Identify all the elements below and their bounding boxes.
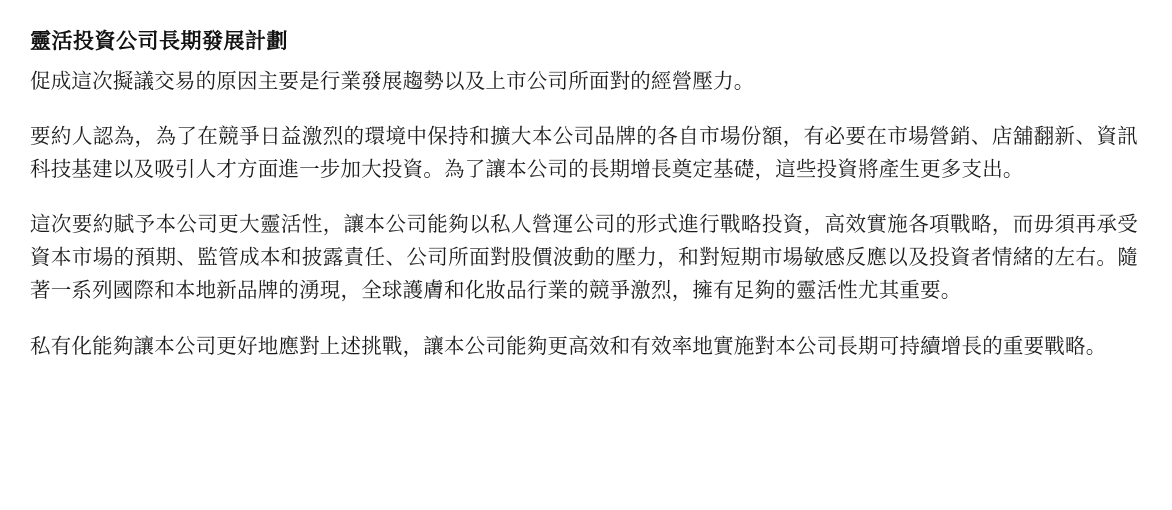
paragraph-2: 要約人認為，為了在競爭日益激烈的環境中保持和擴大本公司品牌的各自市場份額，有必要在市場營銷、店舖翻新、資訊科技基建以及吸引人才方面進一步加大投資。為了讓本公司的長期增長奠定基礎，這些投資將產生更多支出。 — [30, 124, 1138, 181]
paragraph-1: 促成這次擬議交易的原因主要是行業發展趨勢以及上市公司所面對的經營壓力。 — [30, 70, 755, 94]
paragraph-4: 私有化能夠讓本公司更好地應對上述挑戰，讓本公司能夠更高效和有效率地實施對本公司長期可持續增長的重要戰略。 — [30, 334, 1107, 358]
paragraph-3: 這次要約賦予本公司更大靈活性，讓本公司能夠以私人營運公司的形式進行戰略投資，高效實施各項戰略，而毋須再承受資本市場的預期、監管成本和披露責任、公司所面對股價波動的壓力，和對短期市場敏感反應以及投資者情緒的左右。隨著一系列國際和本地新品牌的湧現，全球護膚和化妝品行業的競爭激烈，擁有足夠的靈活性尤其重要。 — [30, 212, 1138, 303]
page-title: 靈活投資公司長期發展計劃 — [30, 30, 288, 53]
